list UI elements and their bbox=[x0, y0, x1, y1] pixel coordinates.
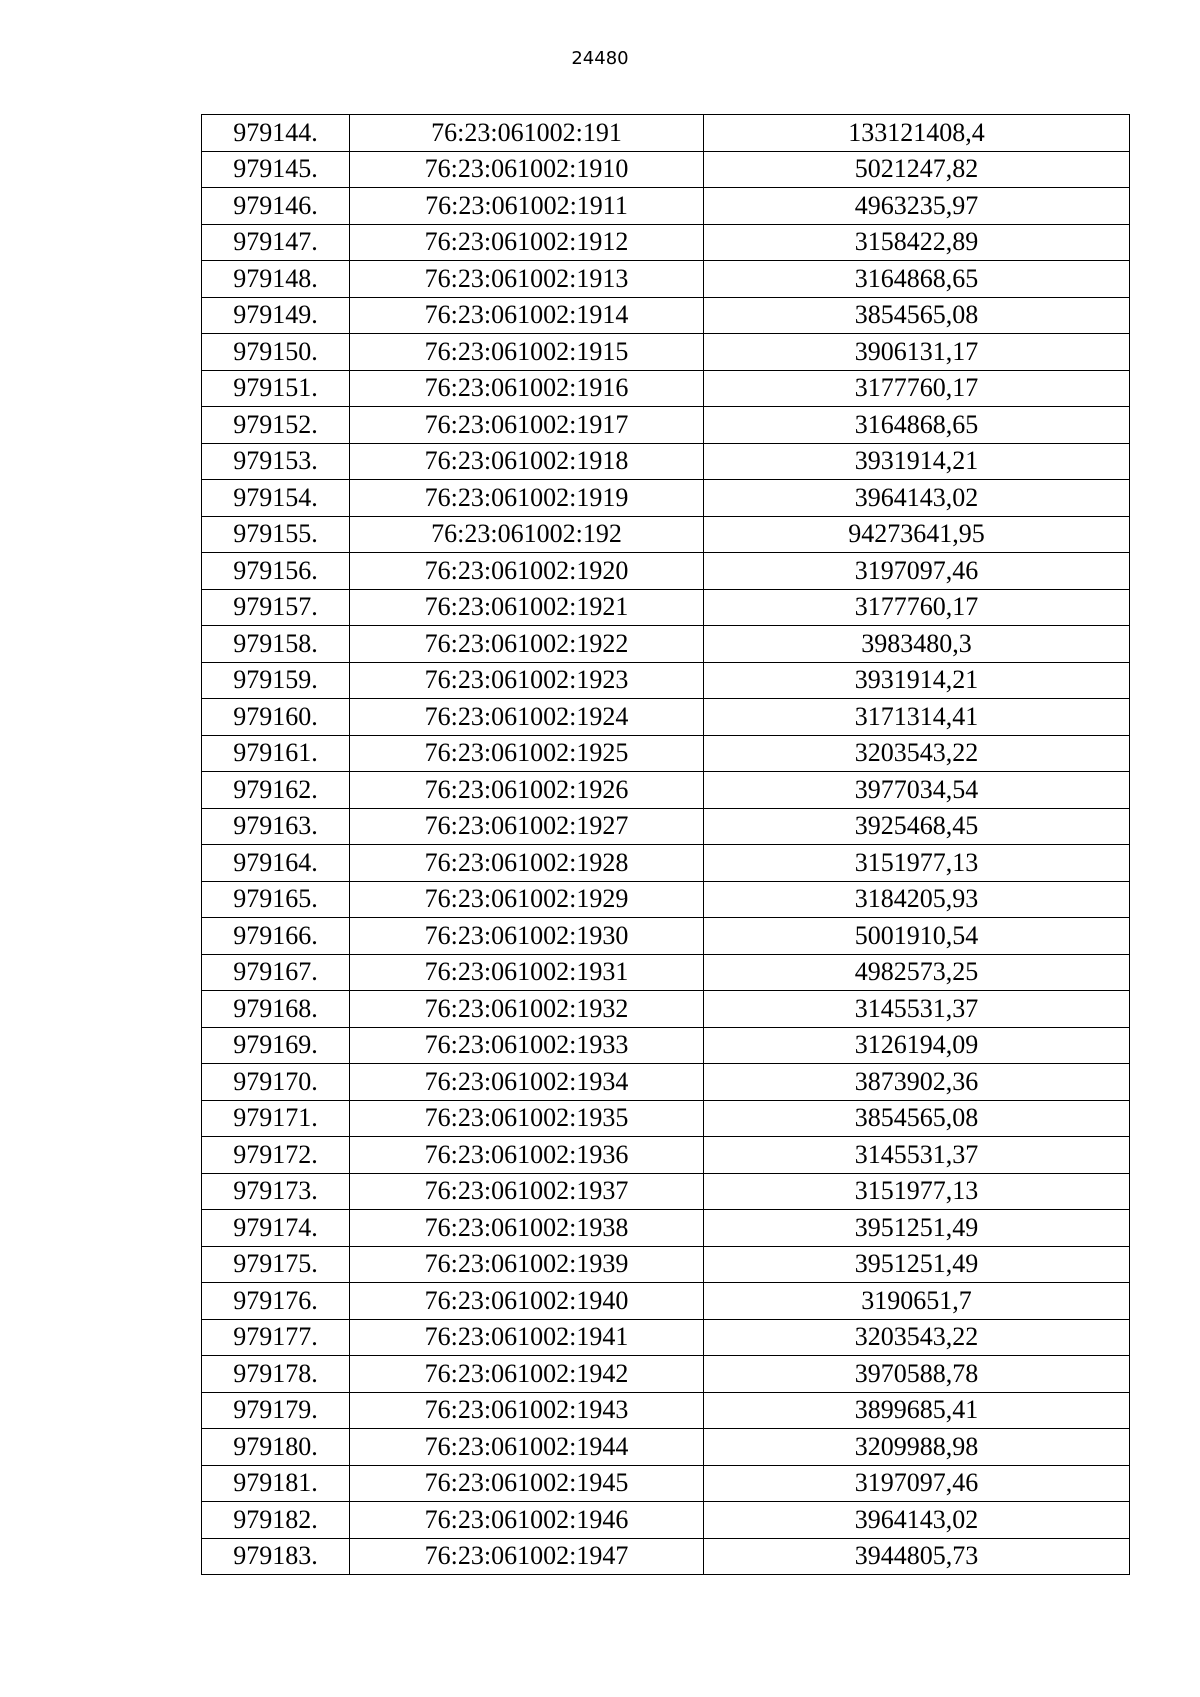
table-row bbox=[202, 772, 1130, 809]
table-row bbox=[202, 1246, 1130, 1283]
cadastral-number-cell: 76:23:061002:1918 bbox=[350, 443, 704, 480]
table-row bbox=[202, 1210, 1130, 1247]
cadastral-value-cell: 3951251,49 bbox=[704, 1246, 1130, 1283]
cadastral-number-cell: 76:23:061002:1933 bbox=[350, 1027, 704, 1064]
cadastral-number-cell: 76:23:061002:1943 bbox=[350, 1392, 704, 1429]
cadastral-value-cell: 3145531,37 bbox=[704, 1137, 1130, 1174]
cadastral-value-cell: 3977034,54 bbox=[704, 772, 1130, 809]
cadastral-number-cell: 76:23:061002:1936 bbox=[350, 1137, 704, 1174]
row-number-cell: 979152. bbox=[202, 407, 350, 444]
table-row bbox=[202, 1027, 1130, 1064]
cadastral-value-cell: 3899685,41 bbox=[704, 1392, 1130, 1429]
cadastral-number-cell: 76:23:061002:1934 bbox=[350, 1064, 704, 1101]
row-number-cell: 979168. bbox=[202, 991, 350, 1028]
cadastral-number-cell: 76:23:061002:1928 bbox=[350, 845, 704, 882]
table-row bbox=[202, 480, 1130, 517]
row-number-cell: 979158. bbox=[202, 626, 350, 663]
row-number-cell: 979182. bbox=[202, 1502, 350, 1539]
cadastral-number-cell: 76:23:061002:1940 bbox=[350, 1283, 704, 1320]
cadastral-number-cell: 76:23:061002:1929 bbox=[350, 881, 704, 918]
page-number: 24480 bbox=[571, 48, 629, 69]
cadastral-value-cell: 3197097,46 bbox=[704, 1465, 1130, 1502]
cadastral-number-cell: 76:23:061002:1921 bbox=[350, 589, 704, 626]
table-row bbox=[202, 224, 1130, 261]
row-number-cell: 979181. bbox=[202, 1465, 350, 1502]
table-row bbox=[202, 991, 1130, 1028]
table-row bbox=[202, 1319, 1130, 1356]
table-row bbox=[202, 808, 1130, 845]
cadastral-number-cell: 76:23:061002:1944 bbox=[350, 1429, 704, 1466]
row-number-cell: 979145. bbox=[202, 151, 350, 188]
row-number-cell: 979176. bbox=[202, 1283, 350, 1320]
cadastral-value-cell: 3145531,37 bbox=[704, 991, 1130, 1028]
table-row bbox=[202, 370, 1130, 407]
table-row bbox=[202, 1538, 1130, 1575]
table-row bbox=[202, 589, 1130, 626]
row-number-cell: 979167. bbox=[202, 954, 350, 991]
table-row bbox=[202, 845, 1130, 882]
table-row bbox=[202, 1137, 1130, 1174]
row-number-cell: 979153. bbox=[202, 443, 350, 480]
row-number-cell: 979146. bbox=[202, 188, 350, 225]
cadastral-value-cell: 3944805,73 bbox=[704, 1538, 1130, 1575]
row-number-cell: 979144. bbox=[202, 115, 350, 152]
table-row bbox=[202, 261, 1130, 298]
cadastral-value-cell: 3164868,65 bbox=[704, 407, 1130, 444]
table-row bbox=[202, 699, 1130, 736]
cadastral-number-cell: 76:23:061002:192 bbox=[350, 516, 704, 553]
cadastral-value-cell: 3177760,17 bbox=[704, 370, 1130, 407]
row-number-cell: 979159. bbox=[202, 662, 350, 699]
row-number-cell: 979154. bbox=[202, 480, 350, 517]
table-body bbox=[202, 115, 1130, 1575]
table-row bbox=[202, 735, 1130, 772]
cadastral-value-cell: 3873902,36 bbox=[704, 1064, 1130, 1101]
cadastral-value-cell: 5001910,54 bbox=[704, 918, 1130, 955]
table-row bbox=[202, 1283, 1130, 1320]
cadastral-value-cell: 3931914,21 bbox=[704, 443, 1130, 480]
cadastral-number-cell: 76:23:061002:1920 bbox=[350, 553, 704, 590]
table-row bbox=[202, 1429, 1130, 1466]
cadastral-number-cell: 76:23:061002:1919 bbox=[350, 480, 704, 517]
table-row bbox=[202, 516, 1130, 553]
row-number-cell: 979164. bbox=[202, 845, 350, 882]
table-row bbox=[202, 1502, 1130, 1539]
table-row bbox=[202, 1356, 1130, 1393]
row-number-cell: 979171. bbox=[202, 1100, 350, 1137]
table-row bbox=[202, 626, 1130, 663]
table-row bbox=[202, 1465, 1130, 1502]
cadastral-number-cell: 76:23:061002:1915 bbox=[350, 334, 704, 371]
table-row bbox=[202, 297, 1130, 334]
cadastral-number-cell: 76:23:061002:1917 bbox=[350, 407, 704, 444]
row-number-cell: 979165. bbox=[202, 881, 350, 918]
cadastral-number-cell: 76:23:061002:1911 bbox=[350, 188, 704, 225]
cadastral-value-cell: 3171314,41 bbox=[704, 699, 1130, 736]
table-row bbox=[202, 407, 1130, 444]
table-row bbox=[202, 115, 1130, 152]
cadastral-number-cell: 76:23:061002:1923 bbox=[350, 662, 704, 699]
row-number-cell: 979157. bbox=[202, 589, 350, 626]
table-row bbox=[202, 881, 1130, 918]
table-row bbox=[202, 443, 1130, 480]
cadastral-value-cell: 3177760,17 bbox=[704, 589, 1130, 626]
row-number-cell: 979151. bbox=[202, 370, 350, 407]
cadastral-value-cell: 3925468,45 bbox=[704, 808, 1130, 845]
cadastral-value-cell: 3158422,89 bbox=[704, 224, 1130, 261]
table-row bbox=[202, 662, 1130, 699]
cadastral-value-cell: 3151977,13 bbox=[704, 1173, 1130, 1210]
row-number-cell: 979149. bbox=[202, 297, 350, 334]
cadastral-number-cell: 76:23:061002:1941 bbox=[350, 1319, 704, 1356]
cadastral-value-cell: 4982573,25 bbox=[704, 954, 1130, 991]
table-row bbox=[202, 151, 1130, 188]
cadastral-number-cell: 76:23:061002:1935 bbox=[350, 1100, 704, 1137]
cadastral-value-cell: 3190651,7 bbox=[704, 1283, 1130, 1320]
cadastral-number-cell: 76:23:061002:1913 bbox=[350, 261, 704, 298]
cadastral-number-cell: 76:23:061002:1926 bbox=[350, 772, 704, 809]
cadastral-number-cell: 76:23:061002:1939 bbox=[350, 1246, 704, 1283]
cadastral-number-cell: 76:23:061002:1946 bbox=[350, 1502, 704, 1539]
cadastral-value-cell: 4963235,97 bbox=[704, 188, 1130, 225]
row-number-cell: 979178. bbox=[202, 1356, 350, 1393]
cadastral-value-cell: 3854565,08 bbox=[704, 297, 1130, 334]
table-row bbox=[202, 954, 1130, 991]
cadastral-value-cell: 3164868,65 bbox=[704, 261, 1130, 298]
row-number-cell: 979170. bbox=[202, 1064, 350, 1101]
cadastral-value-cell: 3970588,78 bbox=[704, 1356, 1130, 1393]
row-number-cell: 979179. bbox=[202, 1392, 350, 1429]
row-number-cell: 979180. bbox=[202, 1429, 350, 1466]
cadastral-value-cell: 3951251,49 bbox=[704, 1210, 1130, 1247]
table-row bbox=[202, 1064, 1130, 1101]
cadastral-value-cell: 3931914,21 bbox=[704, 662, 1130, 699]
cadastral-value-cell: 94273641,95 bbox=[704, 516, 1130, 553]
row-number-cell: 979162. bbox=[202, 772, 350, 809]
cadastral-value-cell: 5021247,82 bbox=[704, 151, 1130, 188]
table-row bbox=[202, 1173, 1130, 1210]
row-number-cell: 979173. bbox=[202, 1173, 350, 1210]
cadastral-number-cell: 76:23:061002:1910 bbox=[350, 151, 704, 188]
row-number-cell: 979147. bbox=[202, 224, 350, 261]
cadastral-value-cell: 3197097,46 bbox=[704, 553, 1130, 590]
cadastral-number-cell: 76:23:061002:1945 bbox=[350, 1465, 704, 1502]
row-number-cell: 979175. bbox=[202, 1246, 350, 1283]
row-number-cell: 979166. bbox=[202, 918, 350, 955]
cadastral-number-cell: 76:23:061002:1927 bbox=[350, 808, 704, 845]
cadastral-number-cell: 76:23:061002:1932 bbox=[350, 991, 704, 1028]
row-number-cell: 979160. bbox=[202, 699, 350, 736]
row-number-cell: 979183. bbox=[202, 1538, 350, 1575]
cadastral-number-cell: 76:23:061002:1930 bbox=[350, 918, 704, 955]
table-row bbox=[202, 553, 1130, 590]
row-number-cell: 979174. bbox=[202, 1210, 350, 1247]
row-number-cell: 979177. bbox=[202, 1319, 350, 1356]
cadastral-number-cell: 76:23:061002:1914 bbox=[350, 297, 704, 334]
cadastral-value-cell: 3184205,93 bbox=[704, 881, 1130, 918]
cadastral-number-cell: 76:23:061002:191 bbox=[350, 115, 704, 152]
cadastral-value-table bbox=[201, 114, 1130, 1575]
row-number-cell: 979161. bbox=[202, 735, 350, 772]
table-row bbox=[202, 188, 1130, 225]
cadastral-value-cell: 133121408,4 bbox=[704, 115, 1130, 152]
cadastral-value-cell: 3203543,22 bbox=[704, 1319, 1130, 1356]
row-number-cell: 979169. bbox=[202, 1027, 350, 1064]
cadastral-value-cell: 3906131,17 bbox=[704, 334, 1130, 371]
cadastral-value-cell: 3209988,98 bbox=[704, 1429, 1130, 1466]
cadastral-number-cell: 76:23:061002:1937 bbox=[350, 1173, 704, 1210]
table-row bbox=[202, 918, 1130, 955]
cadastral-number-cell: 76:23:061002:1922 bbox=[350, 626, 704, 663]
cadastral-value-cell: 3126194,09 bbox=[704, 1027, 1130, 1064]
row-number-cell: 979148. bbox=[202, 261, 350, 298]
row-number-cell: 979163. bbox=[202, 808, 350, 845]
cadastral-number-cell: 76:23:061002:1912 bbox=[350, 224, 704, 261]
cadastral-value-cell: 3151977,13 bbox=[704, 845, 1130, 882]
cadastral-value-cell: 3964143,02 bbox=[704, 480, 1130, 517]
row-number-cell: 979172. bbox=[202, 1137, 350, 1174]
cadastral-number-cell: 76:23:061002:1931 bbox=[350, 954, 704, 991]
row-number-cell: 979156. bbox=[202, 553, 350, 590]
cadastral-number-cell: 76:23:061002:1924 bbox=[350, 699, 704, 736]
cadastral-value-cell: 3854565,08 bbox=[704, 1100, 1130, 1137]
cadastral-number-cell: 76:23:061002:1925 bbox=[350, 735, 704, 772]
cadastral-number-cell: 76:23:061002:1947 bbox=[350, 1538, 704, 1575]
row-number-cell: 979155. bbox=[202, 516, 350, 553]
cadastral-number-cell: 76:23:061002:1916 bbox=[350, 370, 704, 407]
cadastral-number-cell: 76:23:061002:1938 bbox=[350, 1210, 704, 1247]
cadastral-number-cell: 76:23:061002:1942 bbox=[350, 1356, 704, 1393]
row-number-cell: 979150. bbox=[202, 334, 350, 371]
table-row bbox=[202, 334, 1130, 371]
cadastral-value-cell: 3983480,3 bbox=[704, 626, 1130, 663]
cadastral-value-cell: 3203543,22 bbox=[704, 735, 1130, 772]
table-row bbox=[202, 1392, 1130, 1429]
table-row bbox=[202, 1100, 1130, 1137]
cadastral-value-cell: 3964143,02 bbox=[704, 1502, 1130, 1539]
